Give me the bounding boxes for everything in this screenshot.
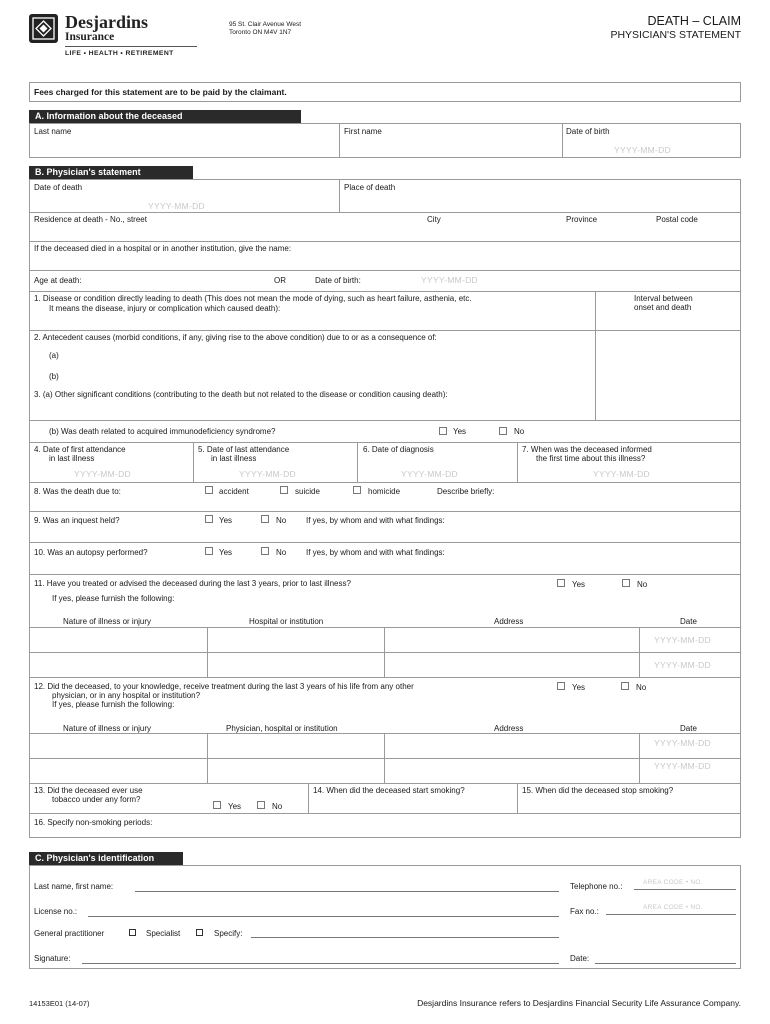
last-name-field[interactable] xyxy=(32,138,336,156)
suicide-label: suicide xyxy=(295,487,320,496)
section-c-header: C. Physician's identification xyxy=(29,852,183,865)
inquest-yes-checkbox[interactable] xyxy=(205,515,213,523)
q12-label-line1: 12. Did the deceased, to your knowledge, receive treatment during the last 3 years of his life from any other xyxy=(34,682,414,691)
company-address-line1: 95 St. Clair Avenue West xyxy=(229,21,302,28)
other-treatment-no-checkbox[interactable] xyxy=(621,682,629,690)
aids-yes-label: Yes xyxy=(453,427,467,436)
autopsy-no-label: No xyxy=(276,548,287,557)
aids-yes-checkbox[interactable] xyxy=(439,427,447,435)
q16-label: 16. Specify non-smoking periods: xyxy=(34,818,153,827)
brand-sub: Insurance xyxy=(65,31,115,43)
homicide-label: homicide xyxy=(368,487,401,496)
last-name-label: Last name xyxy=(34,127,72,136)
other-treatment-no-label: No xyxy=(636,683,647,692)
telephone-label: Telephone no.: xyxy=(570,882,623,891)
q13-label-line2: tobacco under any form? xyxy=(52,795,141,804)
date-of-death-field[interactable]: YYYY-MM-DD xyxy=(148,201,205,211)
treated-no-label: No xyxy=(637,580,648,589)
form-title: DEATH – CLAIM xyxy=(647,14,741,28)
signature-field[interactable] xyxy=(82,963,559,964)
q7-date-field[interactable]: YYYY-MM-DD xyxy=(593,469,650,479)
q12-col-date: Date xyxy=(680,724,697,733)
describe-field[interactable] xyxy=(510,484,738,499)
section-a-header: A. Information about the deceased xyxy=(29,110,301,123)
tobacco-yes-label: Yes xyxy=(228,802,242,811)
other-treatment-yes-checkbox[interactable] xyxy=(557,682,565,690)
q2b-label: (b) xyxy=(49,372,59,381)
q11-col-date: Date xyxy=(680,617,697,626)
license-label: License no.: xyxy=(34,907,78,916)
deceased-dob-field[interactable]: YYYY-MM-DD xyxy=(421,275,478,285)
brand-name: Desjardins xyxy=(65,12,149,32)
q12-col-nature: Nature of illness or injury xyxy=(63,724,152,733)
accident-checkbox[interactable] xyxy=(205,486,213,494)
license-field[interactable] xyxy=(88,916,559,917)
form-code: 14153E01 (14-07) xyxy=(29,999,90,1008)
other-treatment-yes-label: Yes xyxy=(572,683,586,692)
fax-placeholder: AREA CODE • NO. xyxy=(643,904,703,911)
q11-row1-date[interactable]: YYYY-MM-DD xyxy=(654,635,711,645)
interval-label-line2: onset and death xyxy=(634,303,692,312)
fax-label: Fax no.: xyxy=(570,907,599,916)
q11-furnish-label: If yes, please furnish the following: xyxy=(52,594,175,603)
section-b xyxy=(29,179,741,838)
section-c xyxy=(29,865,741,969)
homicide-checkbox[interactable] xyxy=(353,486,361,494)
q13-label-line1: 13. Did the deceased ever use xyxy=(34,786,143,795)
inquest-no-label: No xyxy=(276,516,287,525)
q2-label: 2. Antecedent causes (morbid conditions, if any, giving rise to the above condition) due to or as a consequence of: xyxy=(34,333,437,342)
q5-date-field[interactable]: YYYY-MM-DD xyxy=(239,469,296,479)
q1-label-line1: 1. Disease or condition directly leading to death (This does not mean the mode of dying, such as heart failure, asthenia, etc. xyxy=(34,294,472,303)
autopsy-no-checkbox[interactable] xyxy=(261,547,269,555)
aids-no-checkbox[interactable] xyxy=(499,427,507,435)
q6-date-field[interactable]: YYYY-MM-DD xyxy=(401,469,458,479)
inquest-yes-label: Yes xyxy=(219,516,233,525)
suicide-checkbox[interactable] xyxy=(280,486,288,494)
first-name-field[interactable] xyxy=(342,138,560,156)
tobacco-yes-checkbox[interactable] xyxy=(213,801,221,809)
q6-label: 6. Date of diagnosis xyxy=(363,445,434,454)
deceased-dob-label: Date of birth: xyxy=(315,276,361,285)
or-label: OR xyxy=(274,276,286,285)
treated-yes-label: Yes xyxy=(572,580,586,589)
age-at-death-label: Age at death: xyxy=(34,276,82,285)
q3b-label: (b) Was death related to acquired immunodeficiency syndrome? xyxy=(49,427,276,436)
province-label: Province xyxy=(566,215,598,224)
q5-label-line2: in last illness xyxy=(211,454,257,463)
q11-col-hospital: Hospital or institution xyxy=(249,617,324,626)
q1-label-line2: It means the disease, injury or complication which caused death): xyxy=(49,304,281,313)
q10-label: 10. Was an autopsy performed? xyxy=(34,548,148,557)
specialist-checkbox[interactable] xyxy=(196,929,203,936)
company-address-line2: Toronto ON M4V 1N7 xyxy=(229,29,292,36)
q14-label: 14. When did the deceased start smoking? xyxy=(313,786,465,795)
q12-label-line2: physician, or in any hospital or institution? xyxy=(52,691,201,700)
q12-row1-date[interactable]: YYYY-MM-DD xyxy=(654,738,711,748)
specify-field[interactable] xyxy=(251,937,559,938)
non-smoking-field[interactable] xyxy=(180,816,736,834)
fees-notice-box xyxy=(29,82,741,102)
physician-name-field[interactable] xyxy=(135,891,559,892)
treated-yes-checkbox[interactable] xyxy=(557,579,565,587)
hospital-label: If the deceased died in a hospital or in another institution, give the name: xyxy=(34,244,292,253)
hospital-field[interactable] xyxy=(32,255,738,269)
q8-label: 8. Was the death due to: xyxy=(34,487,121,496)
describe-label: Describe briefly: xyxy=(437,487,495,496)
physician-name-label: Last name, first name: xyxy=(34,882,114,891)
date-label: Date: xyxy=(570,954,590,963)
date-field[interactable] xyxy=(595,963,736,964)
form-subtitle: PHYSICIAN'S STATEMENT xyxy=(610,29,741,41)
interval-label-line1: Interval between xyxy=(634,294,693,303)
section-b-header: B. Physician's statement xyxy=(29,166,193,179)
telephone-placeholder: AREA CODE • NO. xyxy=(643,879,703,886)
aids-no-label: No xyxy=(514,427,525,436)
tagline: LIFE • HEALTH • RETIREMENT xyxy=(65,50,174,57)
first-name-label: First name xyxy=(344,127,382,136)
q5-label-line1: 5. Date of last attendance xyxy=(198,445,290,454)
signature-label: Signature: xyxy=(34,954,71,963)
q11-col-address: Address xyxy=(494,617,524,626)
logo xyxy=(29,14,199,60)
place-of-death-label: Place of death xyxy=(344,183,396,192)
q2a-label: (a) xyxy=(49,351,59,360)
q12-col-address: Address xyxy=(494,724,524,733)
q7-label-line1: 7. When was the deceased informed xyxy=(522,445,652,454)
q4-date-field[interactable]: YYYY-MM-DD xyxy=(74,469,131,479)
tobacco-no-label: No xyxy=(272,802,283,811)
residence-label: Residence at death - No., street xyxy=(34,215,147,224)
specify-label: Specify: xyxy=(214,929,243,938)
age-at-death-field[interactable] xyxy=(94,273,264,288)
autopsy-findings-label: If yes, by whom and with what findings: xyxy=(306,548,445,557)
q12-col-physician: Physician, hospital or institution xyxy=(226,724,338,733)
place-of-death-field[interactable] xyxy=(342,194,738,211)
dob-field[interactable]: YYYY-MM-DD xyxy=(614,145,671,155)
accident-label: accident xyxy=(219,487,249,496)
section-a xyxy=(29,123,741,158)
inquest-no-checkbox[interactable] xyxy=(261,515,269,523)
specialist-label: Specialist xyxy=(146,929,181,938)
q4-label-line1: 4. Date of first attendance xyxy=(34,445,126,454)
gp-label: General practitioner xyxy=(34,929,105,938)
postal-code-label: Postal code xyxy=(656,215,698,224)
q3a-label: 3. (a) Other significant conditions (contributing to the death but not related to the disease or condition causing death): xyxy=(34,390,448,399)
q15-label: 15. When did the deceased stop smoking? xyxy=(522,786,674,795)
q7-label-line2: the first time about this illness? xyxy=(536,454,646,463)
date-of-death-label: Date of death xyxy=(34,183,83,192)
footer-note: Desjardins Insurance refers to Desjardins Financial Security Life Assurance Company. xyxy=(417,998,741,1008)
desjardins-logo-icon xyxy=(29,14,58,43)
gp-checkbox[interactable] xyxy=(129,929,136,936)
residence-field[interactable] xyxy=(32,226,738,240)
inquest-findings-label: If yes, by whom and with what findings: xyxy=(306,516,445,525)
autopsy-yes-checkbox[interactable] xyxy=(205,547,213,555)
q11-row2-date[interactable]: YYYY-MM-DD xyxy=(654,660,711,670)
q12-furnish-label: If yes, please furnish the following: xyxy=(52,700,175,709)
q11-label: 11. Have you treated or advised the deceased during the last 3 years, prior to last illness? xyxy=(34,579,351,588)
tobacco-no-checkbox[interactable] xyxy=(257,801,265,809)
dob-label: Date of birth xyxy=(566,127,610,136)
telephone-field[interactable] xyxy=(634,889,736,890)
treated-no-checkbox[interactable] xyxy=(622,579,630,587)
q12-row2-date[interactable]: YYYY-MM-DD xyxy=(654,761,711,771)
autopsy-yes-label: Yes xyxy=(219,548,233,557)
fax-field[interactable] xyxy=(606,914,736,915)
q11-col-nature: Nature of illness or injury xyxy=(63,617,152,626)
q4-label-line2: in last illness xyxy=(49,454,95,463)
q9-label: 9. Was an inquest held? xyxy=(34,516,120,525)
city-label: City xyxy=(427,215,441,224)
fees-notice: Fees charged for this statement are to be paid by the claimant. xyxy=(34,87,287,97)
